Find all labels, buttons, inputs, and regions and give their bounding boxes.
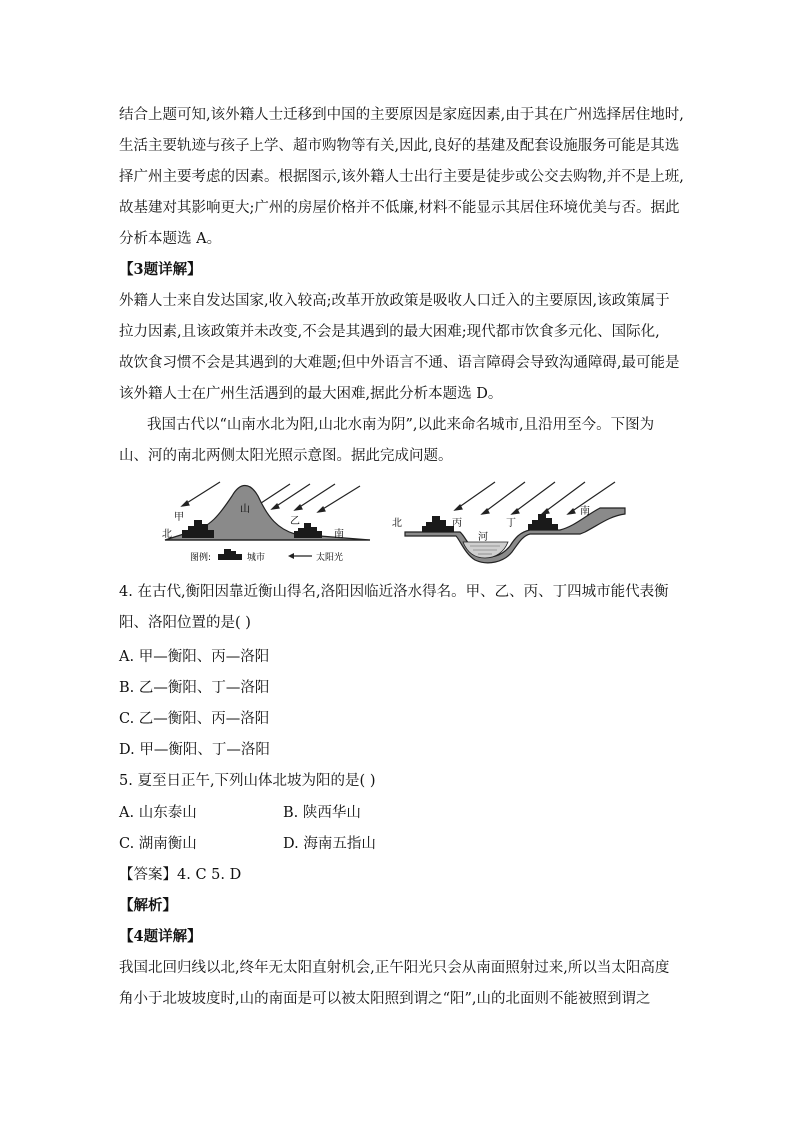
option-a: A. 山东泰山: [119, 805, 197, 821]
text-line: 择广州主要考虑的因素。根据图示,该外籍人士出行主要是徒步或公交去购物,并不是上班,: [119, 169, 684, 185]
label-jia: 甲: [174, 512, 184, 523]
option-b: B. 陕西华山: [283, 805, 361, 821]
text-line: 我国古代以“山南水北为阳,山北水南为阴”,以此来命名城市,且沿用至今。下图为: [147, 417, 655, 433]
city-icon: [422, 516, 454, 532]
option-c: C. 乙—衡阳、丙—洛阳: [119, 711, 270, 727]
text-line: 我国北回归线以北,终年无太阳直射机会,正午阳光只会从南面照射过来,所以当太阳高度: [119, 960, 670, 976]
text-line: 故基建对其影响更大;广州的房屋价格并不低廉,材料不能显示其居住环境优美与否。据此: [119, 200, 680, 216]
option-b: B. 乙—衡阳、丁—洛阳: [119, 680, 270, 696]
text-line: 外籍人士来自发达国家,收入较高;改革开放政策是吸收人口迁入的主要原因,该政策属于: [119, 293, 670, 309]
label-bing: 丙: [452, 518, 462, 529]
label-north-left: 北: [162, 529, 172, 540]
label-yi: 乙: [290, 516, 300, 527]
city-icon: [528, 514, 558, 530]
label-mountain: 山: [240, 504, 250, 515]
text-line: 分析本题选 A。: [119, 231, 222, 247]
text-line: 角小于北坡坡度时,山的南面是可以被太阳照到谓之“阳”,山的北面则不能被照到谓之: [119, 991, 651, 1007]
label-south-right: 南: [580, 506, 590, 517]
heading-q4-detail: 【4题详解】: [119, 928, 202, 945]
question-stem: 5. 夏至日正午,下列山体北坡为阳的是( ): [119, 773, 376, 789]
text-line: 生活主要轨迹与孩子上学、超市购物等有关,因此,良好的基建及配套设施服务可能是其选: [119, 138, 680, 154]
sunlight-diagram: [160, 474, 630, 570]
text-line: 故饮食习惯不会是其遇到的大难题;但中外语言不通、语言障碍会导致沟通障碍,最可能是: [119, 355, 680, 371]
mountain-panel: [162, 482, 370, 563]
sunlight-rays-right: [455, 482, 615, 514]
answer-line: 【答案】4. C 5. D: [119, 867, 242, 883]
label-ding: 丁: [506, 518, 516, 529]
label-north-right: 北: [392, 518, 402, 529]
river-panel: [392, 482, 625, 563]
analysis-heading: 【解析】: [119, 897, 177, 914]
label-river: 河: [478, 532, 488, 543]
legend: [190, 549, 343, 563]
option-c: C. 湖南衡山: [119, 836, 197, 852]
text-line: 该外籍人士在广州生活遇到的最大困难,据此分析本题选 D。: [119, 386, 503, 402]
legend-city: 城市: [247, 553, 266, 563]
sunlight-rays-left: [182, 482, 360, 512]
legend-title: 图例:: [190, 553, 212, 563]
text-line: 结合上题可知,该外籍人士迁移到中国的主要原因是家庭因素,由于其在广州选择居住地时,: [119, 107, 684, 123]
legend-city-icon: [218, 549, 242, 560]
option-a: A. 甲—衡阳、丙—洛阳: [119, 649, 270, 665]
question-stem: 阳、洛阳位置的是( ): [119, 615, 251, 631]
label-south-left: 南: [334, 529, 344, 540]
option-d: D. 海南五指山: [283, 836, 376, 852]
text-line: 山、河的南北两侧太阳光照示意图。据此完成问题。: [119, 448, 453, 464]
question-stem: 4. 在古代,衡阳因靠近衡山得名,洛阳因临近洛水得名。甲、乙、丙、丁四城市能代表衡: [119, 584, 669, 600]
text-line: 拉力因素,且该政策并未改变,不会是其遇到的最大困难;现代都市饮食多元化、国际化,: [119, 324, 660, 340]
heading-q3-detail: 【3题详解】: [119, 261, 202, 278]
option-d: D. 甲—衡阳、丁—洛阳: [119, 742, 270, 758]
legend-sunlight: 太阳光: [316, 553, 344, 563]
